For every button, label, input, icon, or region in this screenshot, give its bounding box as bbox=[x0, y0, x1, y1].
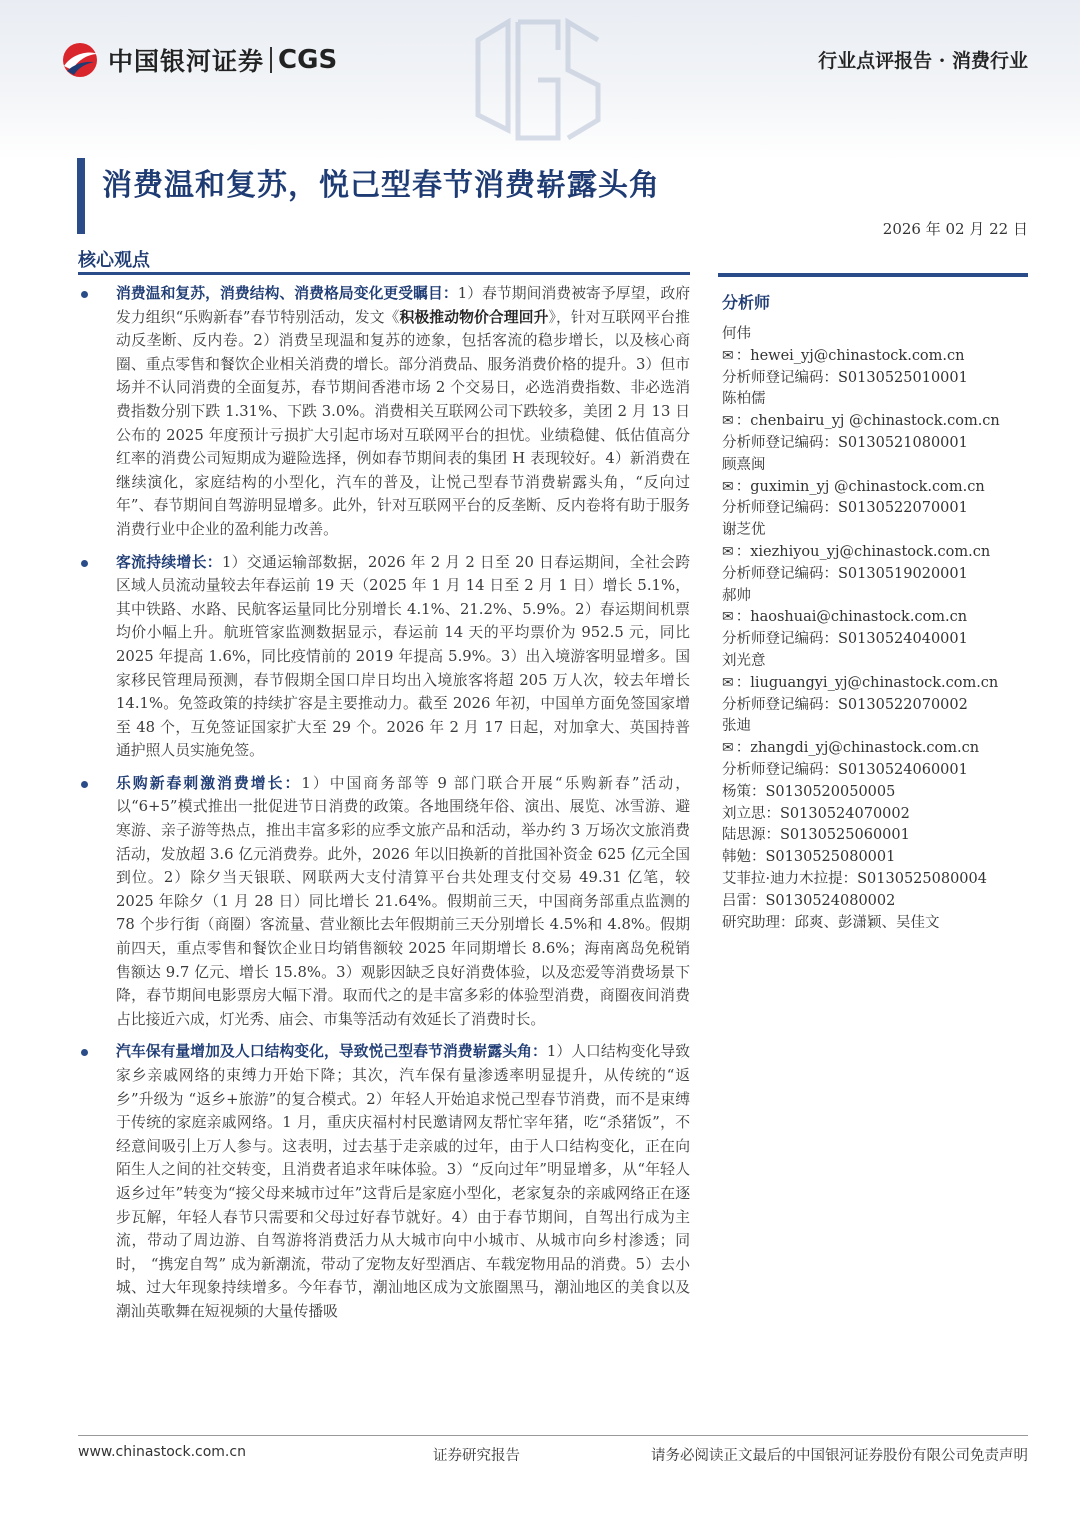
analyst-line bbox=[722, 564, 1032, 586]
analyst-line-text: 杨策：S0130520050005 bbox=[722, 783, 896, 800]
analyst-line-text: 吕雷：S0130524080002 bbox=[722, 892, 896, 909]
analyst-line-text: 分析师登记编码：S0130521080001 bbox=[722, 434, 968, 451]
analyst-line-text: ：xiezhiyou_yj@chinastock.com.cn bbox=[735, 543, 991, 560]
core-views bbox=[78, 282, 690, 1422]
envelope-icon: ✉ bbox=[722, 543, 734, 560]
bullet-lead: 汽车保有量增加及人口结构变化，导致悦己型春节消费崭露头角： bbox=[116, 1043, 547, 1061]
footer-center: 证券研究报告 bbox=[433, 1448, 520, 1464]
analyst-line bbox=[722, 629, 1032, 651]
bullet-dot bbox=[81, 781, 88, 788]
analyst-line-text: 陈柏儒 bbox=[722, 391, 766, 408]
analyst-line-text: 分析师登记编码：S0130524060001 bbox=[722, 761, 968, 778]
bullet-dot bbox=[81, 560, 88, 567]
envelope-icon: ✉ bbox=[722, 609, 734, 626]
title-accent-bar bbox=[77, 158, 85, 234]
analyst-line bbox=[722, 804, 1032, 826]
analyst-line bbox=[722, 869, 1032, 891]
analyst-line bbox=[722, 520, 1032, 542]
analyst-line bbox=[722, 498, 1032, 520]
bullet-text: 1）春节期间消费被寄予厚望，政府发力组织“乐购新春”春节特别活动，发文《 bbox=[116, 285, 690, 326]
analyst-line-text: ：chenbairu_yj @chinastock.com.cn bbox=[735, 413, 1000, 430]
footer-website[interactable]: www.chinastock.com.cn bbox=[78, 1444, 246, 1460]
analyst-line bbox=[722, 891, 1032, 913]
analyst-line bbox=[722, 586, 1032, 608]
analyst-line bbox=[722, 455, 1032, 477]
footer-disclaimer: 请务必阅读正文最后的中国银河证券股份有限公司免责声明 bbox=[651, 1448, 1028, 1464]
envelope-icon: ✉ bbox=[722, 347, 734, 364]
analyst-line bbox=[722, 716, 1032, 738]
analyst-line bbox=[722, 847, 1032, 869]
analyst-email[interactable] bbox=[722, 607, 1032, 629]
analyst-line-text: ：liuguangyi_yj@chinastock.com.cn bbox=[735, 674, 999, 691]
brand-logo-icon bbox=[58, 40, 102, 80]
analyst-list bbox=[722, 324, 1032, 934]
bullet-item bbox=[78, 282, 690, 542]
analyst-line-text: 顾熹闽 bbox=[722, 456, 766, 473]
analyst-line-text: 郝帅 bbox=[722, 587, 751, 604]
bullet-emphasis: 积极推动物价合理回升 bbox=[399, 308, 549, 326]
analyst-line bbox=[722, 913, 1032, 935]
analyst-sidebar bbox=[722, 290, 1032, 934]
analyst-line bbox=[722, 825, 1032, 847]
bullet-text: 1）交通运输部数据，2026 年 2 月 2 日至 20 日春运期间，全社会跨区域人员流动量较去年春运前 19 天（2025 年 1 月 14 日至 2 月 1 日）增长 5.1%，其中铁路、水路、民航客运量同比分别增长 4.1%、21.2%、5.9%。2）春运期间机票均价小幅上升。航班管家监测数据显示，春运前 14 天的平均票价为 952.5 元，同比 2025 年提高 1.6%，同比疫情前的 2019 年提高 5.9%。3）出入境游客明显增多。国家移民管理局预测，春节假期全国口岸日均出入境旅客将超 205 万人次，较去年增长 14.1%。免签政策的持续扩容是主要推动力。截至 2026 年初，中国单方面免签国家增至 48 个，互免签证国家扩大至 29 个。2026 年 2 月 17 日起，对加拿大、英国持普通护照人员实施免签。 bbox=[116, 553, 690, 760]
analyst-email[interactable] bbox=[722, 477, 1032, 499]
analyst-line-text: ：haoshuai@chinastock.com.cn bbox=[735, 609, 968, 626]
envelope-icon: ✉ bbox=[722, 413, 734, 430]
analyst-line bbox=[722, 782, 1032, 804]
footer-divider bbox=[78, 1435, 1028, 1436]
analyst-line bbox=[722, 433, 1032, 455]
analyst-line-text: 刘立思：S0130524070002 bbox=[722, 805, 910, 822]
analyst-line-text: 艾菲拉·迪力木拉提：S0130525080004 bbox=[722, 870, 987, 887]
sidebar-divider bbox=[718, 273, 1028, 277]
bullet-item bbox=[78, 1040, 690, 1323]
analyst-line-text: 谢芝优 bbox=[722, 522, 766, 539]
sidebar-heading: 分析师 bbox=[722, 293, 771, 312]
section-divider bbox=[78, 272, 690, 275]
analyst-line-text: ：hewei_yj@chinastock.com.cn bbox=[735, 347, 965, 364]
bullet-text: 1）中国商务部等 9 部门联合开展“乐购新春”活动，以“6+5”模式推出一批促进节日消费的政策。各地围绕年俗、演出、展览、冰雪游、避寒游、亲子游等热点，推出丰富多彩的应季文旅产品和活动，举办约 3 万场次文旅消费活动，发放超 3.6 亿元消费券。此外，2026 年以旧换新的首批国补资金 625 亿元全国到位。2）除夕当天银联、网联两大支付清算平台共处理支付交易 49.31 亿笔，较 2025 年除夕（1 月 28 日）同比增长 21.64%。假期前三天，中国商务部重点监测的 78 个步行街（商圈）客流量、营业额比去年假期前三天分别增长 4.5%和 4.8%。假期前四天，重点零售和餐饮企业日均销售额较 2025 年同期增长 8.6%；海南离岛免税销售额达 9.7 亿元、增长 15.8%。3）观影因缺乏良好消费体验，以及恋爱等消费场景下降，春节期间电影票房大幅下滑。取而代之的是丰富多彩的体验型消费，商圈夜间消费占比接近六成，灯光秀、庙会、市集等活动有效延长了消费时长。 bbox=[116, 774, 690, 1028]
envelope-icon: ✉ bbox=[722, 674, 734, 691]
bullet-text: 1）人口结构变化导致家乡亲戚网络的束缚力开始下降；其次，汽车保有量渗透率明显提升，从传统的“返乡”升级为 “返乡+旅游”的复合模式。2）年轻人开始追求悦己型春节消费，而不是束缚于传统的家庭亲戚网络。1 月，重庆庆福村村民邀请网友帮忙宰年猪，吃“杀猪饭”，不经意间吸引上万人参与。这表明，过去基于走亲戚的过年，由于人口结构变化，正在向陌生人之间的社交转变，且消费者追求年味体验。3）“反向过年”明显增多，从“年轻人返乡过年”转变为“接父母来城市过年”这背后是家庭小型化，老家复杂的亲戚网络正在逐步瓦解，年轻人春节只需要和父母过好春节就好。4）由于春节期间，自驾出行成为主流，带动了周边游、自驾游将消费活力从大城市向中小城市、从城市向乡村渗透；同时， “携宠自驾” 成为新潮流，带动了宠物友好型酒店、车载宠物用品的消费。5）去小城、过大年现象持续增多。今年春节，潮汕地区成为文旅圈黑马，潮汕地区的美食以及潮汕英歌舞在短视频的大量传播吸 bbox=[116, 1043, 690, 1320]
bullet-text: 》，针对互联网平台推动反垄断、反内卷。2）消费呈现温和复苏的迹象，包括客流的稳步增长，以及核心商圈、重点零售和餐饮企业相关消费的增长。部分消费品、服务消费价格的提升。3）但市场并不认同消费的全面复苏，春节期间香港市场 2 个交易日，必选消费指数、非必选消费指数分别下跌 1.31%、下跌 3.0%。消费相关互联网公司下跌较多，美团 2 月 13 日公布的 2025 年度预计亏损扩大引起市场对互联网平台的担忧。业绩稳健、低估值高分红率的消费公司短期成为避险选择，例如春节期间表的集团 H 表现较好。4）新消费在继续演化，家庭结构的小型化，汽车的普及，让悦己型春节消费崭露头角，“反向过年”、春节期间自驾游明显增多。此外，针对互联网平台的反垄断、反内卷将有助于服务消费行业中企业的盈利能力改善。 bbox=[116, 308, 690, 538]
envelope-icon: ✉ bbox=[722, 740, 734, 757]
analyst-line-text: 刘光意 bbox=[722, 652, 766, 669]
analyst-line-text: 分析师登记编码：S0130519020001 bbox=[722, 565, 968, 582]
analyst-line bbox=[722, 368, 1032, 390]
brand-logo bbox=[58, 40, 337, 80]
envelope-icon: ✉ bbox=[722, 478, 734, 495]
bullet-lead: 客流持续增长： bbox=[116, 553, 222, 571]
analyst-line-text: 何伟 bbox=[722, 326, 751, 342]
report-date: 2026 年 02 月 22 日 bbox=[882, 220, 1028, 238]
analyst-line-text: 陆思源：S0130525060001 bbox=[722, 827, 910, 844]
report-type: 行业点评报告 · 消费行业 bbox=[818, 50, 1028, 72]
report-title: 消费温和复苏，悦己型春节消费崭露头角 bbox=[102, 168, 660, 203]
logo-separator bbox=[270, 47, 272, 73]
analyst-line-text: 分析师登记编码：S0130524040001 bbox=[722, 631, 968, 648]
analyst-line-text: 分析师登记编码：S0130522070002 bbox=[722, 696, 968, 713]
analyst-line-text: 韩勉：S0130525080001 bbox=[722, 849, 896, 866]
analyst-line bbox=[722, 389, 1032, 411]
analyst-email[interactable] bbox=[722, 346, 1032, 368]
analyst-email[interactable] bbox=[722, 411, 1032, 433]
analyst-line bbox=[722, 695, 1032, 717]
bullet-dot bbox=[81, 1049, 88, 1056]
section-title: 核心观点 bbox=[78, 250, 150, 271]
analyst-line-text: 分析师登记编码：S0130525010001 bbox=[722, 369, 968, 386]
analyst-email[interactable] bbox=[722, 542, 1032, 564]
analyst-email[interactable] bbox=[722, 738, 1032, 760]
logo-text-cn: 中国银河证券 bbox=[108, 47, 265, 76]
bullet-item bbox=[78, 772, 690, 1032]
analyst-line-text: 张迪 bbox=[722, 718, 751, 735]
bullet-lead: 乐购新春刺激消费增长： bbox=[116, 774, 302, 792]
analyst-line bbox=[722, 324, 1032, 346]
analyst-email[interactable] bbox=[722, 673, 1032, 695]
analyst-line-text: ：zhangdi_yj@chinastock.com.cn bbox=[735, 740, 980, 757]
watermark-emblem bbox=[468, 10, 608, 150]
analyst-line-text: 分析师登记编码：S0130522070001 bbox=[722, 500, 968, 517]
analyst-line-text: 研究助理：邱爽、彭潇颖、吴佳文 bbox=[722, 914, 940, 931]
logo-text-en: CGS bbox=[278, 45, 338, 75]
bullet-lead: 消费温和复苏，消费结构、消费格局变化更受瞩目： bbox=[116, 285, 458, 302]
analyst-line bbox=[722, 651, 1032, 673]
bullet-item bbox=[78, 551, 690, 763]
bullet-dot bbox=[81, 291, 88, 298]
analyst-line-text: ：guximin_yj @chinastock.com.cn bbox=[735, 478, 985, 495]
analyst-line bbox=[722, 760, 1032, 782]
